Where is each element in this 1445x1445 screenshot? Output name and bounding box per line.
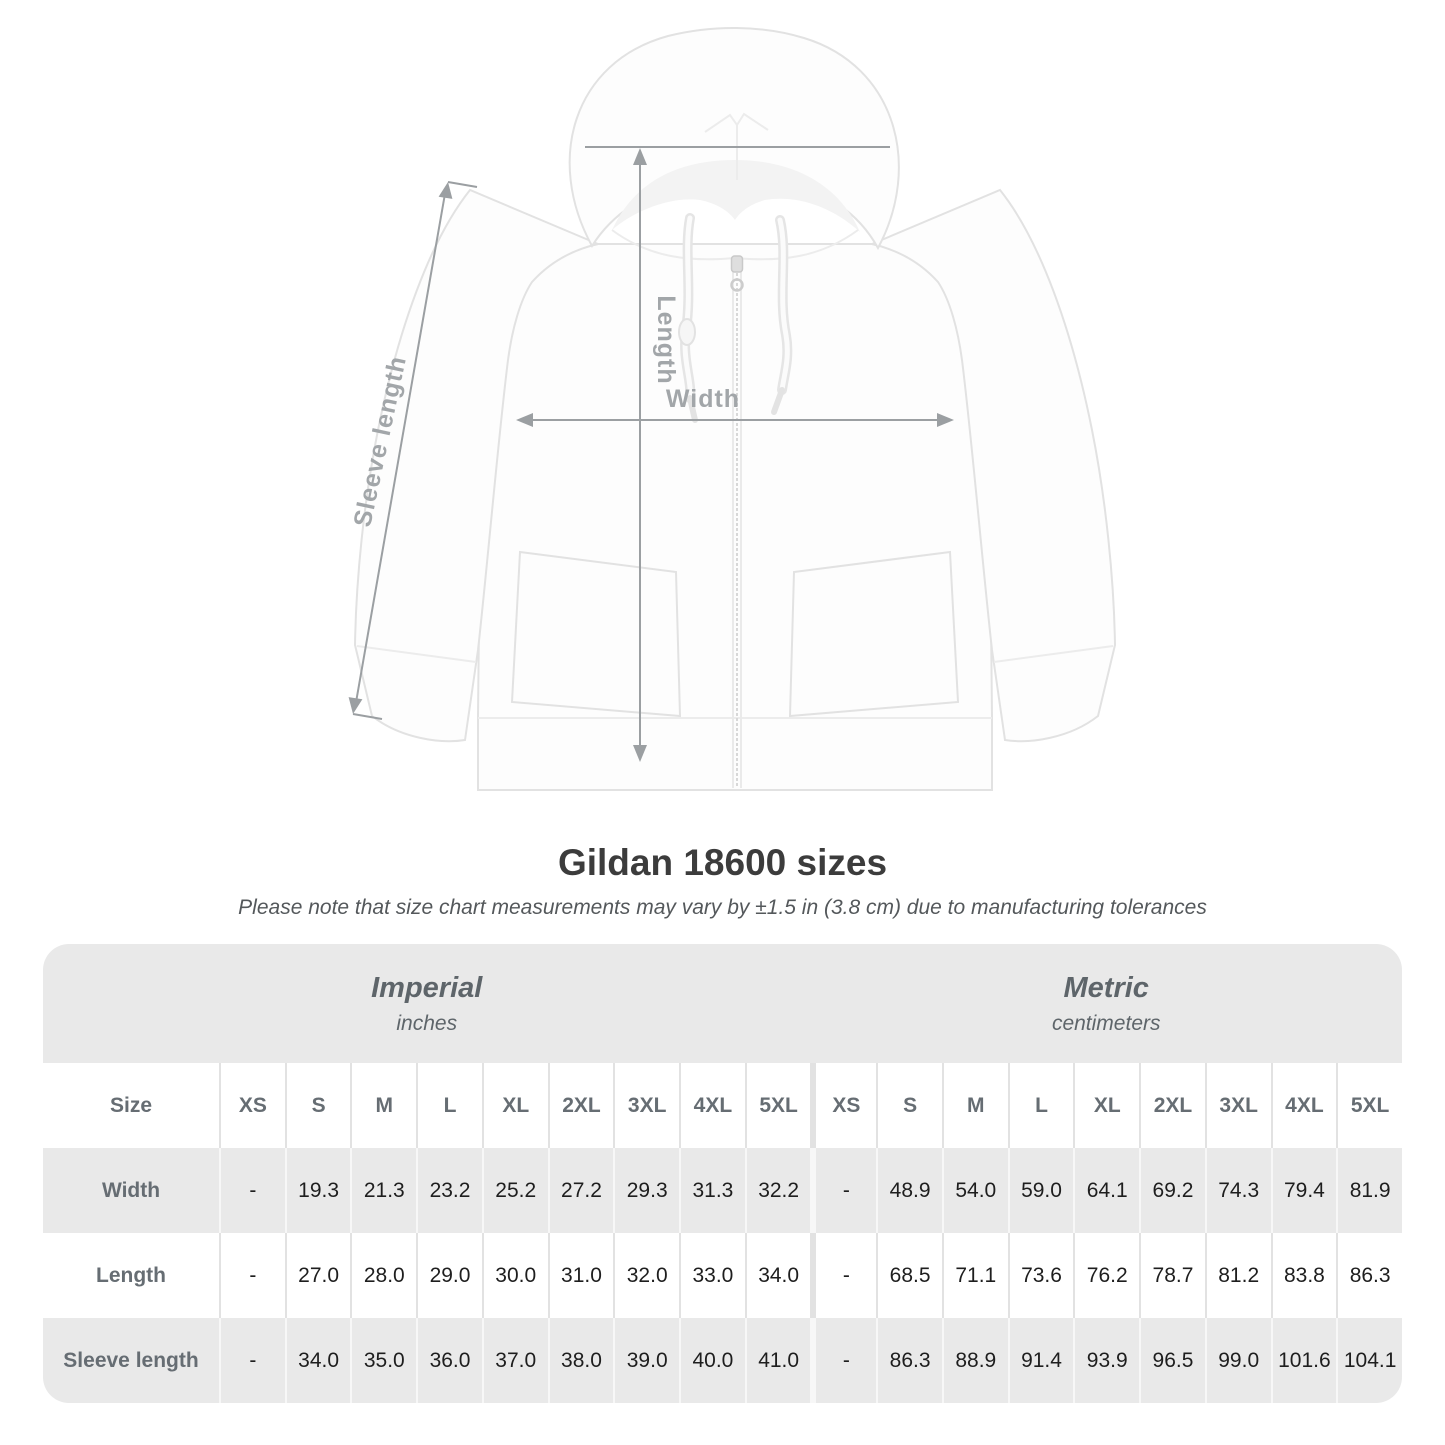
value-metric-width-3xl: 74.3 [1205, 1148, 1271, 1233]
value-imperial-width-2xl: 27.2 [548, 1148, 614, 1233]
value-metric-sleeve-length-xl: 93.9 [1073, 1318, 1139, 1403]
value-imperial-width-xl: 25.2 [482, 1148, 548, 1233]
size-col-imperial-xl: XL [482, 1063, 548, 1148]
row-label-sleeve-length: Sleeve length [43, 1318, 219, 1403]
page-title: Gildan 18600 sizes [557, 842, 888, 883]
sleeve-length-label: Sleeve length [348, 353, 412, 530]
value-imperial-sleeve-length-4xl: 40.0 [679, 1318, 745, 1403]
value-metric-width-xl: 64.1 [1073, 1148, 1139, 1233]
value-metric-width-l: 59.0 [1008, 1148, 1074, 1233]
value-imperial-length-4xl: 33.0 [679, 1233, 745, 1318]
size-col-imperial-3xl: 3XL [613, 1063, 679, 1148]
row-label-width: Width [43, 1148, 219, 1233]
value-imperial-sleeve-length-2xl: 38.0 [548, 1318, 614, 1403]
value-metric-sleeve-length-5xl: 104.1 [1336, 1318, 1402, 1403]
value-metric-width-xs: - [810, 1148, 876, 1233]
value-metric-length-5xl: 86.3 [1336, 1233, 1402, 1318]
value-metric-length-s: 68.5 [876, 1233, 942, 1318]
value-metric-sleeve-length-3xl: 99.0 [1205, 1318, 1271, 1403]
size-col-metric-xs: XS [810, 1063, 876, 1148]
left-pocket [512, 552, 680, 716]
value-metric-length-xl: 76.2 [1073, 1233, 1139, 1318]
metric-group-unit: centimeters [1051, 1011, 1161, 1035]
size-col-metric-xl: XL [1073, 1063, 1139, 1148]
value-metric-length-2xl: 78.7 [1139, 1233, 1205, 1318]
value-metric-length-l: 73.6 [1008, 1233, 1074, 1318]
value-imperial-length-2xl: 31.0 [548, 1233, 614, 1318]
size-col-imperial-s: S [285, 1063, 351, 1148]
size-col-imperial-xs: XS [219, 1063, 285, 1148]
value-metric-length-3xl: 81.2 [1205, 1233, 1271, 1318]
imperial-group-unit: inches [396, 1011, 458, 1035]
value-imperial-length-xs: - [219, 1233, 285, 1318]
length-label: Length [652, 295, 680, 385]
value-imperial-length-3xl: 32.0 [613, 1233, 679, 1318]
value-metric-width-4xl: 79.4 [1271, 1148, 1337, 1233]
right-pocket [790, 552, 958, 716]
imperial-group-header [43, 944, 810, 1063]
value-metric-sleeve-length-4xl: 101.6 [1271, 1318, 1337, 1403]
value-imperial-sleeve-length-l: 36.0 [416, 1318, 482, 1403]
value-metric-width-s: 48.9 [876, 1148, 942, 1233]
size-col-metric-4xl: 4XL [1271, 1063, 1337, 1148]
value-metric-sleeve-length-m: 88.9 [942, 1318, 1008, 1403]
value-metric-width-m: 54.0 [942, 1148, 1008, 1233]
value-imperial-width-xs: - [219, 1148, 285, 1233]
value-imperial-width-m: 21.3 [350, 1148, 416, 1233]
hoodie-body [478, 244, 992, 790]
value-metric-width-5xl: 81.9 [1336, 1148, 1402, 1233]
value-metric-length-4xl: 83.8 [1271, 1233, 1337, 1318]
size-header-label: Size [43, 1063, 219, 1148]
caption [0, 842, 1445, 920]
value-metric-sleeve-length-2xl: 96.5 [1139, 1318, 1205, 1403]
value-imperial-sleeve-length-s: 34.0 [285, 1318, 351, 1403]
value-metric-sleeve-length-s: 86.3 [876, 1318, 942, 1403]
size-col-metric-l: L [1008, 1063, 1074, 1148]
value-metric-length-m: 71.1 [942, 1233, 1008, 1318]
size-col-imperial-m: M [350, 1063, 416, 1148]
size-table [43, 944, 1402, 1403]
value-imperial-width-s: 19.3 [285, 1148, 351, 1233]
value-imperial-width-l: 23.2 [416, 1148, 482, 1233]
value-imperial-sleeve-length-3xl: 39.0 [613, 1318, 679, 1403]
value-imperial-length-s: 27.0 [285, 1233, 351, 1318]
imperial-group-name: Imperial [371, 971, 483, 1004]
value-metric-sleeve-length-l: 91.4 [1008, 1318, 1074, 1403]
value-imperial-sleeve-length-xs: - [219, 1318, 285, 1403]
value-imperial-sleeve-length-5xl: 41.0 [745, 1318, 811, 1403]
metric-group-header [810, 944, 1402, 1063]
value-imperial-length-m: 28.0 [350, 1233, 416, 1318]
value-imperial-sleeve-length-xl: 37.0 [482, 1318, 548, 1403]
metric-group-name: Metric [1063, 971, 1149, 1004]
row-label-length: Length [43, 1233, 219, 1318]
zipper-slider [732, 256, 743, 272]
value-metric-length-xs: - [810, 1233, 876, 1318]
value-metric-sleeve-length-xs: - [810, 1318, 876, 1403]
value-metric-width-2xl: 69.2 [1139, 1148, 1205, 1233]
size-col-imperial-l: L [416, 1063, 482, 1148]
value-imperial-length-xl: 30.0 [482, 1233, 548, 1318]
value-imperial-sleeve-length-m: 35.0 [350, 1318, 416, 1403]
value-imperial-length-5xl: 34.0 [745, 1233, 811, 1318]
size-col-metric-5xl: 5XL [1336, 1063, 1402, 1148]
tolerance-note: Please note that size chart measurements may vary by ±1.5 in (3.8 cm) due to manufacturing tolerances [238, 896, 1207, 919]
size-col-metric-m: M [942, 1063, 1008, 1148]
value-imperial-length-l: 29.0 [416, 1233, 482, 1318]
size-col-metric-3xl: 3XL [1205, 1063, 1271, 1148]
width-label: Width [665, 385, 741, 413]
value-imperial-width-4xl: 31.3 [679, 1148, 745, 1233]
value-imperial-width-3xl: 29.3 [613, 1148, 679, 1233]
size-col-metric-2xl: 2XL [1139, 1063, 1205, 1148]
size-col-imperial-5xl: 5XL [745, 1063, 811, 1148]
value-imperial-width-5xl: 32.2 [745, 1148, 811, 1233]
size-col-metric-s: S [876, 1063, 942, 1148]
size-col-imperial-2xl: 2XL [548, 1063, 614, 1148]
size-col-imperial-4xl: 4XL [679, 1063, 745, 1148]
